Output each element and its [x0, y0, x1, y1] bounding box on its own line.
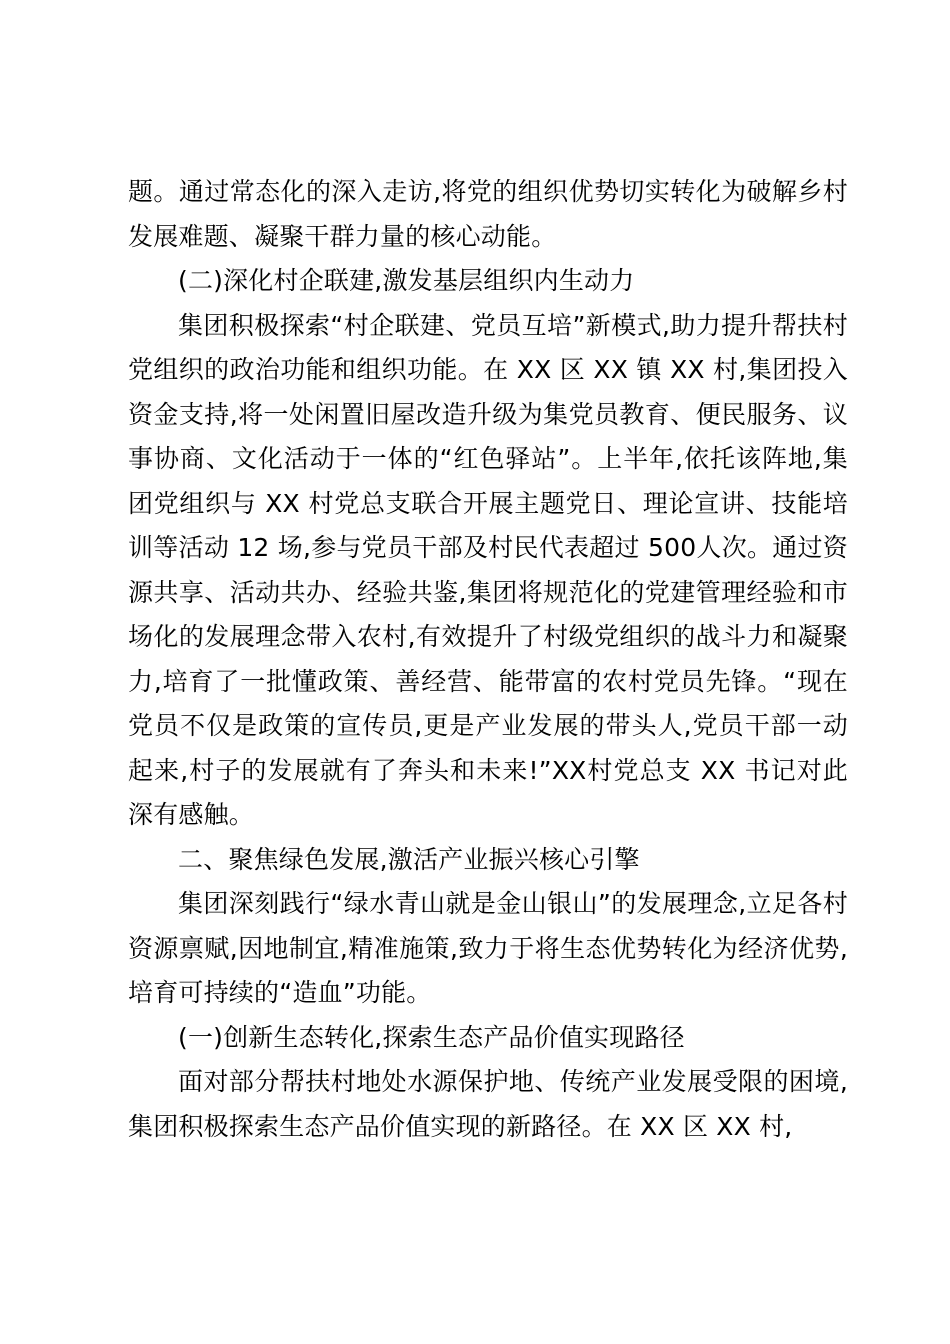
- paragraph-continuation: 题。通过常态化的深入走访,将党的组织优势切实转化为破解乡村发展难题、凝聚干群力量的核心动能。: [128, 177, 848, 251]
- document-body: [128, 170, 848, 1149]
- section-heading-2-2: (二)深化村企联建,激发基层组织内生动力: [178, 266, 635, 295]
- paragraph-village-enterprise: 集团积极探索“村企联建、党员互培”新模式,助力提升帮扶村党组织的政治功能和组织功能。在 XX 区 XX 镇 XX 村,集团投入资金支持,将一处闲置旧屋改造升级为集党员教育、便民服务、议事协商、文化活动于一体的“红色驿站”。上半年,依托该阵地,集团党组织与 XX 村党总支联合开展主题党日、理论宣讲、技能培训等活动 12 场,参与党员干部及村民代表超过 500人次。通过资源共享、活动共办、经验共鉴,集团将规范化的党建管理经验和市场化的发展理念带入农村,有效提升了村级党组织的战斗力和凝聚力,培育了一批懂政策、善经营、能带富的农村党员先锋。“现在党员不仅是政策的宣传员,更是产业发展的带头人,党员干部一动起来,村子的发展就有了奔头和未来!”XX村党总支 XX 书记对此深有感触。: [128, 310, 848, 829]
- paragraph-green-development: 集团深刻践行“绿水青山就是金山银山”的发展理念,立足各村资源禀赋,因地制宜,精准施策,致力于将生态优势转化为经济优势,培育可持续的“造血”功能。: [128, 889, 848, 1007]
- paragraph-ecological-value: 面对部分帮扶村地处水源保护地、传统产业发展受限的困境,集团积极探索生态产品价值实现的新路径。在 XX 区 XX 村,: [128, 1067, 848, 1141]
- section-heading-2: 二、聚焦绿色发展,激活产业振兴核心引擎: [178, 844, 640, 874]
- section-heading-2-1: (一)创新生态转化,探索生态产品价值实现路径: [178, 1022, 685, 1052]
